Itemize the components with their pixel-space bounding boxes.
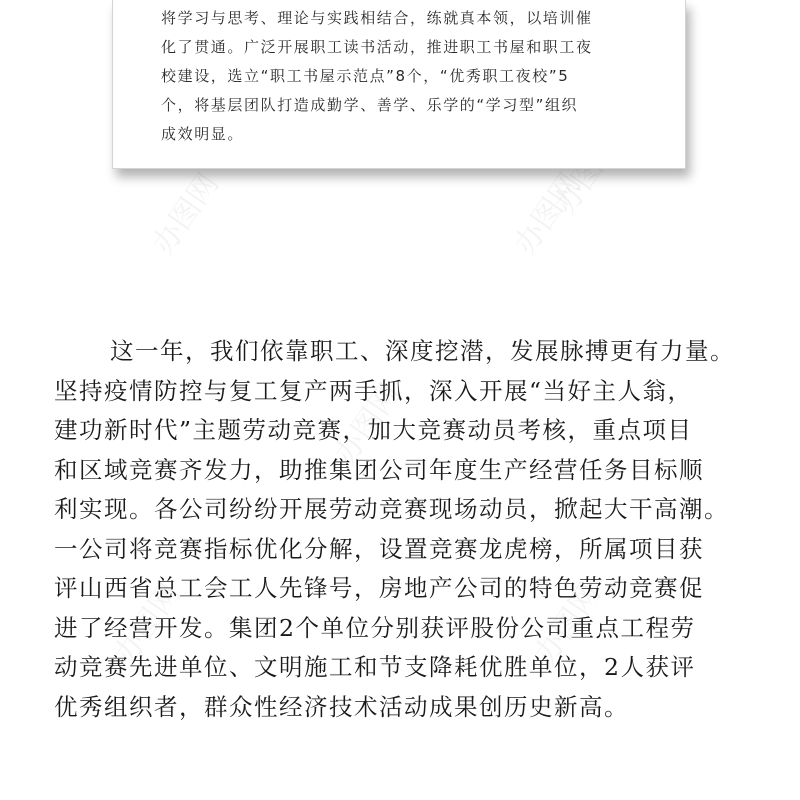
body-line: 建功新时代”主题劳动竞赛，加大竞赛动员考核，重点项目 bbox=[54, 416, 693, 444]
watermark: 办图网 bbox=[107, 577, 189, 671]
body-paragraph bbox=[54, 332, 764, 727]
card-paragraph bbox=[161, 4, 661, 149]
watermark: 办图网 bbox=[327, 377, 409, 471]
watermark: 办图网 bbox=[145, 167, 227, 261]
body-line: 和区域竞赛齐发力，助推集团公司年度生产经营任务目标顺 bbox=[54, 455, 704, 484]
card-line: 校建设，选立“职工书屋示范点”8个，“优秀职工夜校”5 bbox=[161, 67, 570, 85]
body-line: 这一年，我们依靠职工、深度挖潜，发展脉搏更有力量。 bbox=[110, 337, 735, 365]
body-line: 动竞赛先进单位、文明施工和节支降耗优胜单位，2人获评 bbox=[54, 653, 696, 681]
quote-card bbox=[112, 0, 686, 169]
card-line: 成效明显。 bbox=[161, 125, 245, 143]
card-line: 将学习与思考、理论与实践相结合，练就真本领，以培训催 bbox=[161, 9, 593, 27]
watermark: 办图网 bbox=[507, 167, 589, 261]
body-line: 利实现。各公司纷纷开展劳动竞赛现场动员，掀起大干高潮。 bbox=[54, 495, 729, 523]
body-line: 一公司将竞赛指标优化分解，设置竞赛龙虎榜，所属项目获 bbox=[54, 534, 704, 563]
watermark: 办图网 bbox=[547, 127, 629, 221]
card-line: 化了贯通。广泛开展职工读书活动，推进职工书屋和职工夜 bbox=[161, 38, 593, 56]
body-line: 优秀组织者，群众性经济技术活动成果创历史新高。 bbox=[54, 692, 629, 721]
watermark: 办图网 bbox=[527, 577, 609, 671]
body-line: 坚持疫情防控与复工复产两手抓，深入开展“当好主人翁， bbox=[54, 376, 693, 405]
card-line: 个，将基层团队打造成勤学、善学、乐学的“学习型”组织 bbox=[161, 96, 579, 114]
body-line: 评山西省总工会工人先锋号，房地产公司的特色劳动竞赛促 bbox=[54, 574, 704, 602]
body-line: 进了经营开发。集团2个单位分别获评股份公司重点工程劳 bbox=[54, 613, 696, 642]
